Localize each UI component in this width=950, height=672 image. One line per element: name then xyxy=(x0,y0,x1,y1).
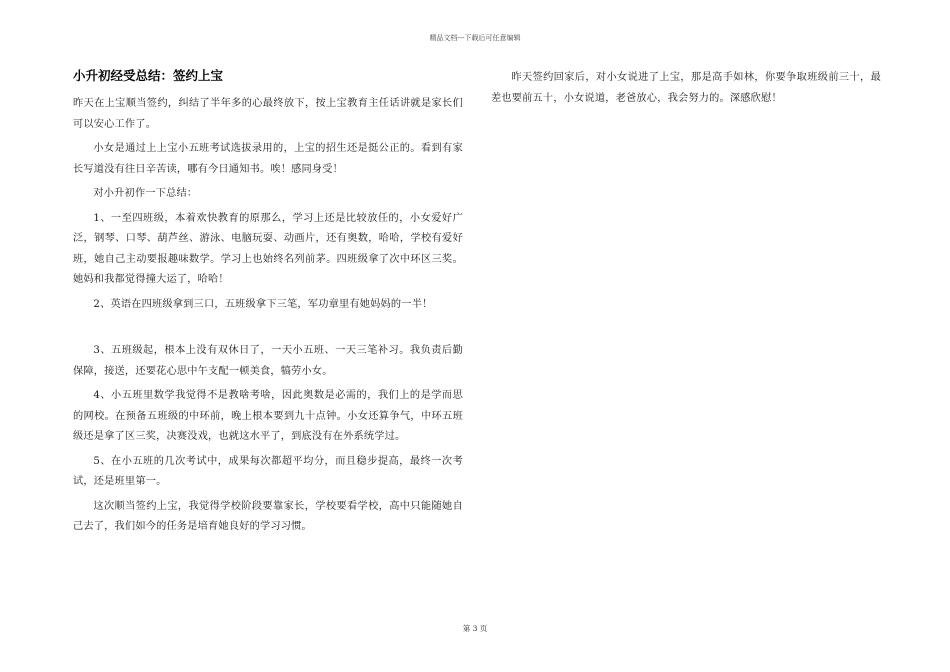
paragraph-10: 昨天签约回家后，对小女说进了上宝，那是高手如林，你要争取班级前三十，最差也要前五十，小女说道，老爸放心，我会努力的。深感欣慰！ xyxy=(491,72,881,104)
page-number: 第 3 页 xyxy=(462,624,488,633)
paragraph-3: 对小升初作一下总结： xyxy=(93,188,198,199)
paragraph-4: 1、一至四班级，本着欢快教育的原那么，学习上还是比较放任的，小女爱好广泛，钢琴、口琴、葫芦丝、游泳、电脑玩耍、动画片，还有奥数，哈哈，学校有爱好班，她自己主动要报趣味数学。学习上也始终名列前茅。四班级拿了次中环区三奖。她妈和我都觉得撞大运了，哈哈！ xyxy=(73,212,463,285)
header-note: 精品文档---下载后可任意编辑 xyxy=(429,34,521,42)
paragraph-6: 3、五班级起，根本上没有双休日了，一天小五班、一天三笔补习。我负责后勤保障，接送，还要花心思中午支配一顿美食，犒劳小女。 xyxy=(73,345,463,377)
left-column xyxy=(73,68,463,542)
paragraph-1: 昨天在上宝顺当签约，纠结了半年多的心最终放下，按上宝教育主任话讲就是家长们可以安心工作了。 xyxy=(73,98,463,130)
article-title: 小升初经受总结：签约上宝 xyxy=(73,68,224,83)
right-column xyxy=(491,68,881,113)
paragraph-7: 4、小五班里数学我觉得不是教啥考啥，因此奥数是必需的，我们上的是学而思的网校。在预备五班级的中环前，晚上根本要到九十点钟。小女还算争气，中环五班级还是拿了区三奖，决赛没戏，也就这水平了，到底没有在外系统学过。 xyxy=(73,390,463,442)
paragraph-5: 2、英语在四班级拿到三口，五班级拿下三笔，军功章里有她妈妈的一半！ xyxy=(93,298,433,310)
blank-gap xyxy=(73,319,463,341)
paragraph-2: 小女是通过上上宝小五班考试选拔录用的，上宝的招生还是挺公正的。看到有家长写道没有往日辛苦读，哪有今日通知书。唉！感同身受！ xyxy=(73,143,463,175)
paragraph-8: 5、在小五班的几次考试中，成果每次都超平均分，而且稳步提高，最终一次考试，还是班里第一。 xyxy=(73,455,463,487)
paragraph-9: 这次顺当签约上宝，我觉得学校阶段要靠家长，学校要看学校，高中只能随她自己去了，我们如今的任务是培育她良好的学习习惯。 xyxy=(73,500,463,532)
